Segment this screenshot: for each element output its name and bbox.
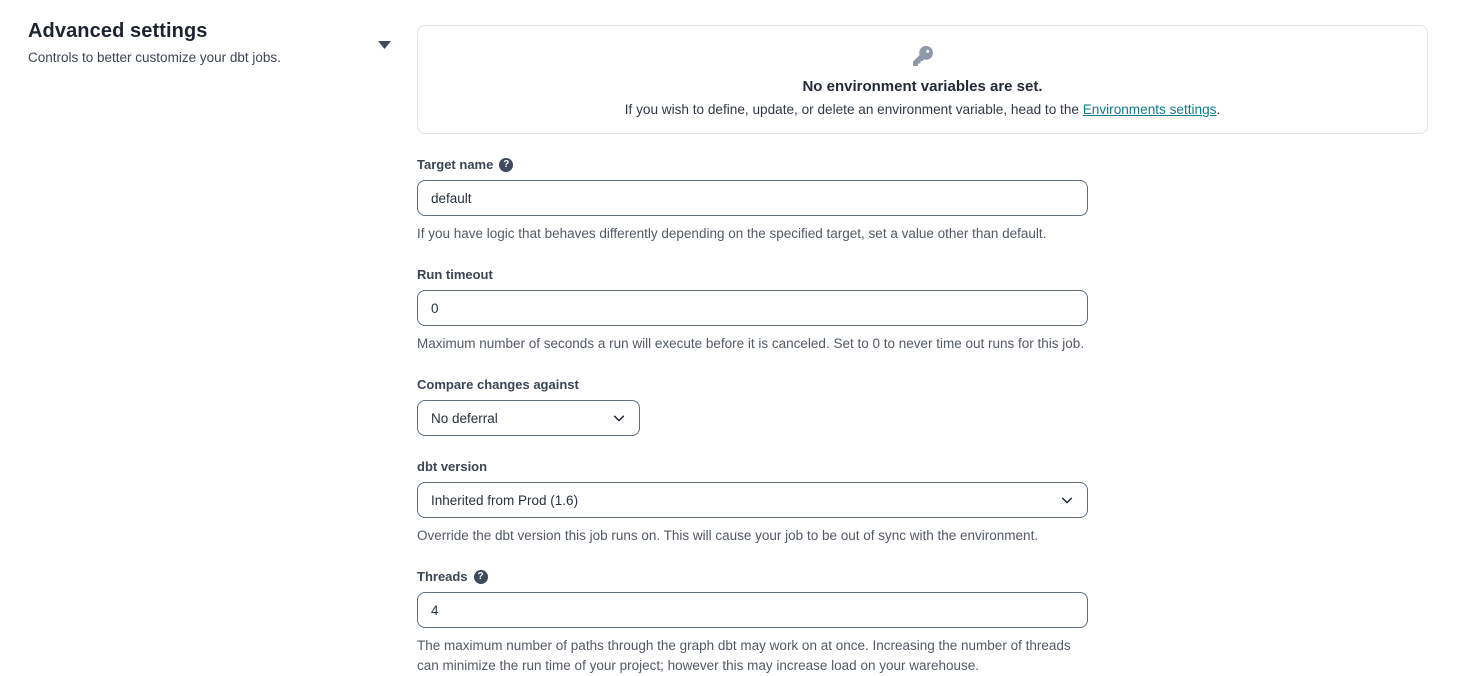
target-name-input[interactable] xyxy=(417,180,1088,216)
page-header xyxy=(28,20,368,65)
threads-label: Threads xyxy=(417,569,468,584)
advanced-settings-form xyxy=(417,157,1088,676)
threads-label-row xyxy=(417,569,1088,584)
target-name-label-row xyxy=(417,157,1088,172)
run-timeout-helper: Maximum number of seconds a run will execute before it is canceled. Set to 0 to never time out runs for this job. xyxy=(417,336,1085,351)
env-message-prefix: If you wish to define, update, or delete an environment variable, head to the xyxy=(624,102,1083,117)
run-timeout-label-row xyxy=(417,267,1088,282)
environments-settings-link[interactable]: Environments settings xyxy=(1082,102,1217,117)
threads-input[interactable] xyxy=(417,592,1088,628)
field-threads xyxy=(417,569,1088,676)
threads-helper: The maximum number of paths through the graph dbt may work on at once. Increasing the number of threads can minimize the run time of your project; however this may increase load on your warehouse. xyxy=(417,638,1071,673)
field-target-name xyxy=(417,157,1088,244)
help-icon[interactable]: ? xyxy=(499,158,513,172)
dbt-version-label: dbt version xyxy=(417,459,488,474)
run-timeout-label: Run timeout xyxy=(417,267,493,282)
key-icon xyxy=(913,53,933,70)
chevron-down-icon xyxy=(1060,493,1074,507)
compare-changes-select[interactable] xyxy=(417,400,640,436)
compare-changes-label: Compare changes against xyxy=(417,377,579,392)
env-empty-title: No environment variables are set. xyxy=(802,78,1043,95)
dbt-version-helper: Override the dbt version this job runs on. This will cause your job to be out of sync with the environment. xyxy=(417,528,1039,543)
page-subtitle: Controls to better customize your dbt jobs. xyxy=(28,50,281,65)
page-title: Advanced settings xyxy=(28,20,208,42)
dbt-version-value: Inherited from Prod (1.6) xyxy=(431,492,579,508)
caret-down-icon[interactable] xyxy=(377,40,391,50)
env-empty-message xyxy=(434,102,1411,117)
target-name-label: Target name xyxy=(417,157,494,172)
field-run-timeout xyxy=(417,267,1088,354)
dbt-version-select[interactable] xyxy=(417,482,1088,518)
chevron-down-icon xyxy=(612,411,626,425)
target-name-helper: If you have logic that behaves differently depending on the specified target, set a value other than default. xyxy=(417,226,1047,241)
advanced-settings-panel xyxy=(417,25,1428,676)
compare-changes-value: No deferral xyxy=(431,410,498,426)
compare-changes-label-row xyxy=(417,377,1088,392)
env-message-suffix: . xyxy=(1216,102,1221,117)
env-variables-empty-card xyxy=(417,25,1428,134)
run-timeout-input[interactable] xyxy=(417,290,1088,326)
field-compare-changes xyxy=(417,377,1088,436)
help-icon[interactable]: ? xyxy=(474,570,488,584)
dbt-version-label-row xyxy=(417,459,1088,474)
field-dbt-version xyxy=(417,459,1088,546)
